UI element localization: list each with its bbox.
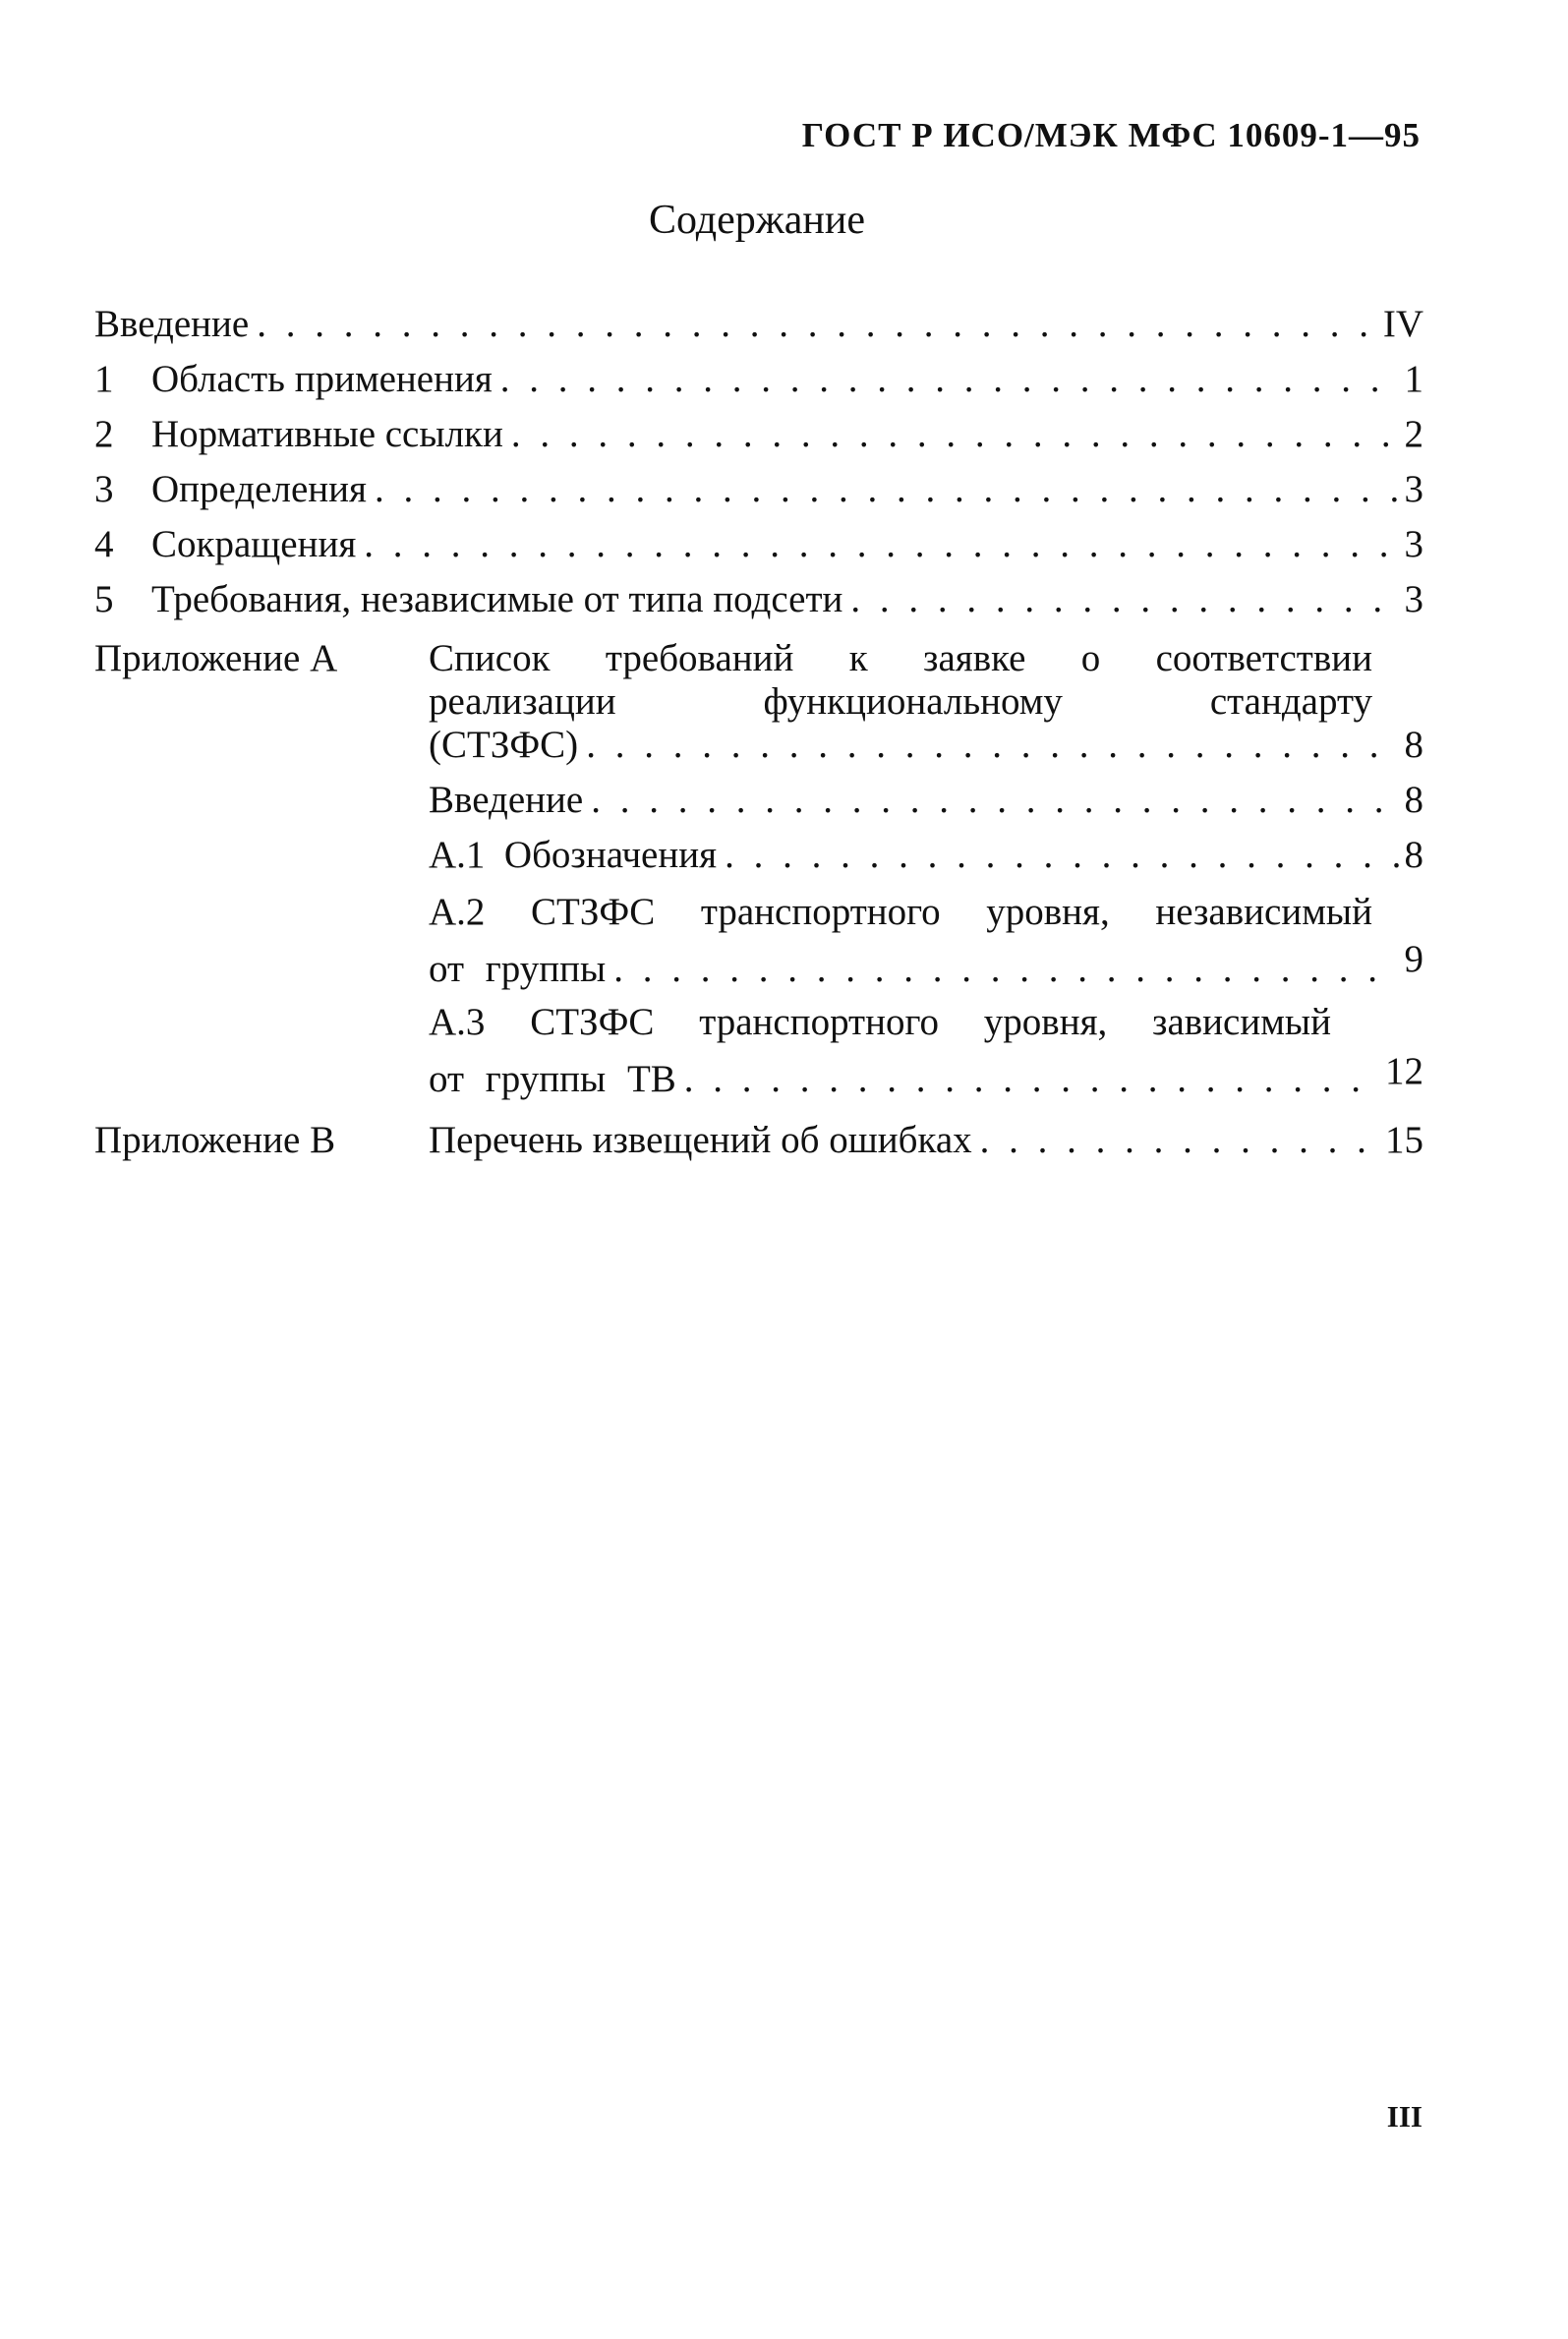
- toc-entry-a2-line-1: [429, 889, 1372, 936]
- title-word: требований: [605, 637, 794, 679]
- toc-entry-title: Область применения: [151, 358, 493, 400]
- toc-entry-title: Требования, независимые от типа подсети: [151, 578, 843, 620]
- toc-leader-dots: [375, 466, 1399, 513]
- title-word: о: [1080, 637, 1101, 679]
- toc-entry-label: от группы: [429, 948, 607, 990]
- title-word: уровня,: [983, 1001, 1108, 1043]
- appendix-a-title-line-3: [429, 722, 1423, 769]
- toc-entry-page: 3: [1404, 468, 1423, 510]
- toc-entry-a1[interactable]: [429, 832, 1423, 879]
- toc-entry-appendix-b[interactable]: [429, 1117, 1423, 1164]
- toc-entry-label: [94, 466, 375, 513]
- toc-entry-label: Введение: [94, 303, 250, 345]
- toc-entry-a3-line-1: [429, 999, 1331, 1046]
- toc-entry-section-2[interactable]: [94, 411, 1423, 458]
- toc-entry-number: 3: [94, 468, 114, 510]
- toc-entry-label: Перечень извещений об ошибках: [429, 1119, 972, 1161]
- title-word: независимый: [1155, 891, 1372, 933]
- toc-entry-a2[interactable]: [429, 889, 1423, 993]
- toc-entry-label: (СТЗФС): [429, 724, 579, 766]
- title-word: А.3: [429, 1001, 486, 1043]
- toc-entry-title: Нормативные ссылки: [151, 413, 503, 455]
- toc-leader-dots: [511, 411, 1399, 458]
- title-word: уровня,: [986, 891, 1110, 933]
- title-word: стандарту: [1209, 680, 1372, 723]
- toc-entry-page: 1: [1404, 358, 1423, 400]
- toc-entry-page: 12: [1385, 1050, 1423, 1092]
- toc-entry-number: 4: [94, 523, 114, 565]
- toc-leader-dots: [586, 722, 1398, 769]
- toc-entry-label: Введение: [429, 779, 584, 821]
- toc-leader-dots: [613, 946, 1398, 993]
- toc-entry-number: 2: [94, 413, 114, 455]
- toc-entry-page: 8: [1404, 779, 1423, 821]
- toc-leader-dots: [364, 521, 1398, 568]
- page-title: Содержание: [648, 198, 866, 243]
- title-word: А.2: [429, 891, 486, 933]
- toc-entry-section-5[interactable]: [94, 576, 1423, 623]
- title-word: заявке: [923, 637, 1026, 679]
- toc-leader-dots: [591, 777, 1398, 824]
- toc-entry-page: 15: [1385, 1119, 1423, 1161]
- toc-leader-dots: [725, 832, 1398, 879]
- toc-entry-label: [94, 576, 850, 623]
- toc-entry-section-4[interactable]: [94, 521, 1423, 568]
- page-number: III: [1386, 2099, 1423, 2134]
- toc-entry-page: 8: [1404, 724, 1423, 766]
- toc-entry-section-1[interactable]: [94, 356, 1423, 403]
- toc-leader-dots: [500, 356, 1399, 403]
- title-word: к: [848, 637, 868, 679]
- title-word: СТЗФС: [530, 1001, 655, 1043]
- toc-entry-a3-line-2: [429, 1050, 1423, 1103]
- toc-leader-dots: [980, 1117, 1379, 1164]
- page-header: ГОСТ Р ИСО/МЭК МФС 10609-1—95: [801, 116, 1421, 154]
- toc-entry-a2-line-2: [429, 938, 1423, 993]
- toc-entry-title: Сокращения: [151, 523, 357, 565]
- title-word: зависимый: [1152, 1001, 1331, 1043]
- toc-entry-title: Определения: [151, 468, 367, 510]
- toc-entry-label: [94, 356, 500, 403]
- appendix-a-title-line-2: [429, 678, 1372, 726]
- title-word: соответствии: [1155, 637, 1372, 679]
- toc-entry-page: 3: [1404, 578, 1423, 620]
- toc-entry-label: [94, 521, 364, 568]
- appendix-a-prefix: Приложение А: [94, 637, 338, 679]
- toc-leader-dots: [257, 301, 1377, 348]
- toc-entry-page: 8: [1404, 834, 1423, 876]
- toc-leader-dots: [684, 1056, 1379, 1103]
- toc-entry-page: 9: [1404, 938, 1423, 980]
- toc-entry-appendix-a[interactable]: [429, 635, 1423, 769]
- toc-entry-label: [94, 411, 511, 458]
- toc-entry-appendix-a-intro[interactable]: [429, 777, 1423, 824]
- toc-entry-intro[interactable]: [94, 301, 1423, 348]
- appendix-a-title-line-1: [429, 635, 1372, 682]
- toc-entry-label: от группы ТВ: [429, 1058, 676, 1100]
- toc-entry-a3[interactable]: [429, 999, 1423, 1103]
- toc-entry-page: 2: [1404, 413, 1423, 455]
- toc-entry-label: А.1 Обозначения: [429, 834, 718, 876]
- title-word: реализации: [429, 680, 616, 723]
- toc-entry-page: IV: [1382, 303, 1423, 345]
- title-word: СТЗФС: [531, 891, 656, 933]
- title-word: Список: [429, 637, 551, 679]
- appendix-b-prefix: Приложение В: [94, 1119, 336, 1161]
- toc-entry-number: 1: [94, 358, 114, 400]
- toc-entry-page: 3: [1404, 523, 1423, 565]
- toc-entry-number: 5: [94, 578, 114, 620]
- title-word: транспортного: [699, 1001, 939, 1043]
- toc-entry-section-3[interactable]: [94, 466, 1423, 513]
- title-word: транспортного: [700, 891, 941, 933]
- toc-leader-dots: [850, 576, 1398, 623]
- title-word: функциональному: [763, 680, 1063, 723]
